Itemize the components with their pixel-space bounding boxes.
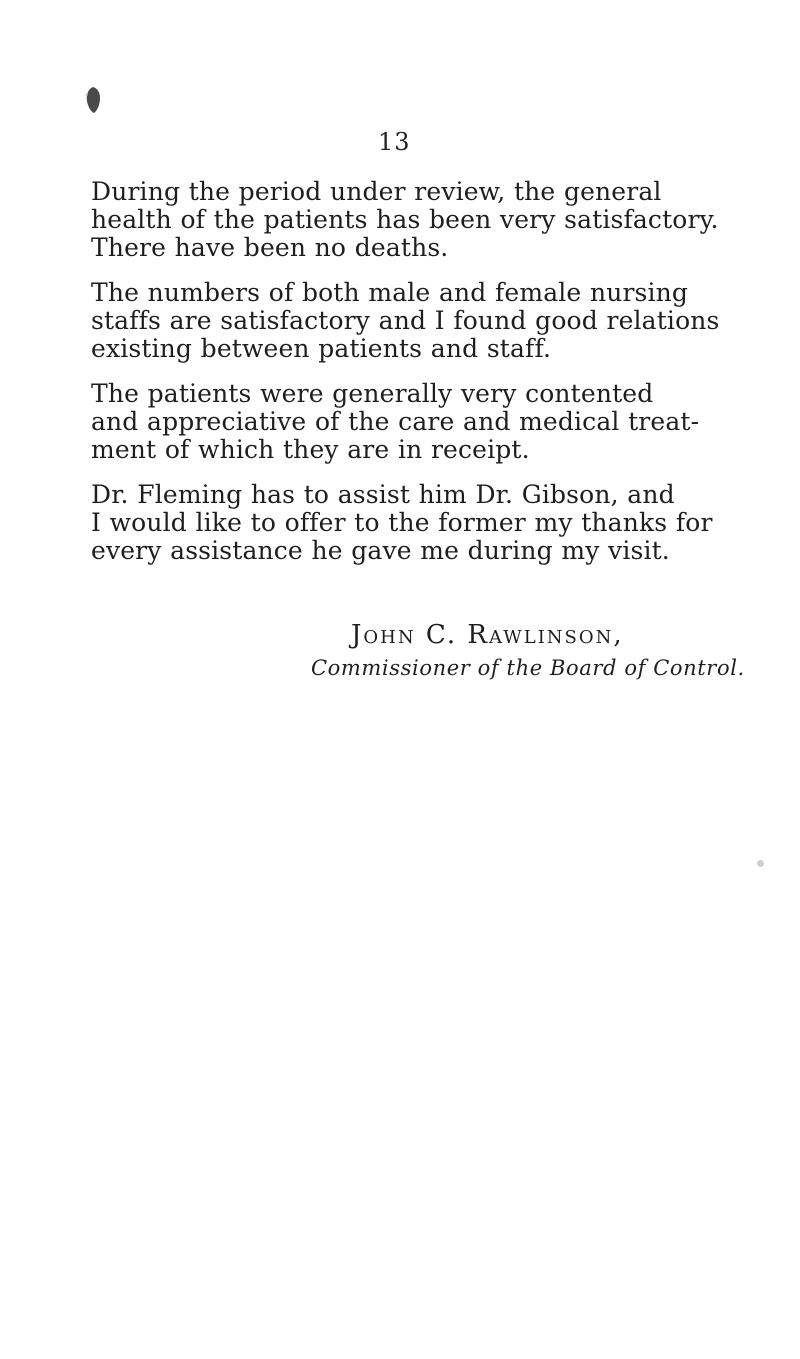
text-line: staffs are satisfactory and I found good relations <box>91 306 720 335</box>
text-line: every assistance he gave me during my visit. <box>91 536 670 565</box>
paragraph-patients <box>62 380 752 464</box>
text-line: The numbers of both male and female nursing <box>91 278 689 307</box>
text-line: Dr. Fleming has to assist him Dr. Gibson, and <box>91 480 675 509</box>
text-line: existing between patients and staff. <box>91 334 552 363</box>
signature-title: Commissioner of the Board of Control. <box>311 656 745 680</box>
signature-name <box>351 620 624 650</box>
signature-name-text: John C. Rawlinson, <box>351 620 624 650</box>
text-line: and appreciative of the care and medical treat- <box>91 407 700 436</box>
paper-speck <box>757 860 764 867</box>
text-line: During the period under review, the general <box>91 177 662 206</box>
page-number: 13 <box>378 128 411 156</box>
text-line: ment of which they are in receipt. <box>91 435 530 464</box>
text-line: I would like to offer to the former my thanks for <box>91 508 713 537</box>
text-line: There have been no deaths. <box>91 233 449 262</box>
text-line: The patients were generally very contented <box>91 379 654 408</box>
text-line: health of the patients has been very satisfactory. <box>91 205 719 234</box>
body-text <box>62 178 752 582</box>
paragraph-health <box>62 178 752 262</box>
paragraph-nursing-staff <box>62 279 752 363</box>
ink-blot-mark <box>85 86 101 114</box>
paragraph-thanks <box>62 481 752 565</box>
